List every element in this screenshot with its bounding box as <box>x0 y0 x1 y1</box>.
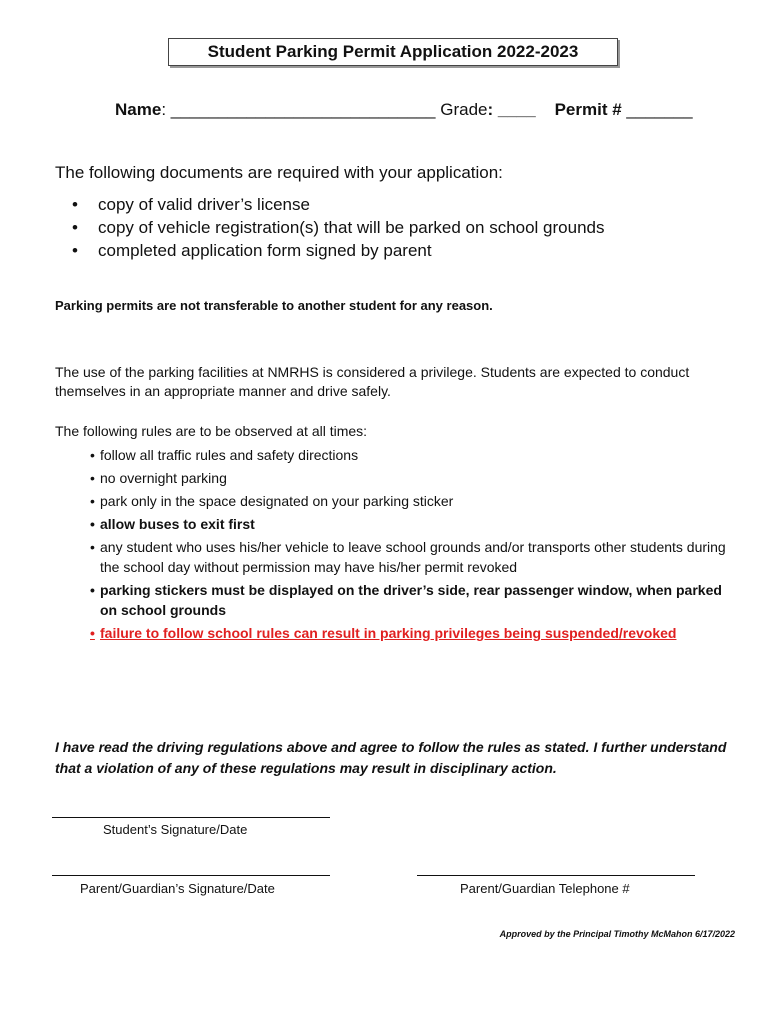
list-item: • copy of valid driver’s license <box>72 195 310 214</box>
agreement-statement: I have read the driving regulations above and agree to follow the rules as stated. I further understand that a violation of any of these regulations may result in disciplinary action. <box>55 739 727 776</box>
parent-telephone-line[interactable] <box>417 875 695 876</box>
list-item: • park only in the space designated on your parking sticker <box>90 493 454 509</box>
parent-signature-line[interactable] <box>52 875 330 876</box>
list-item: • allow buses to exit first <box>90 516 255 532</box>
approval-note: Approved by the Principal Timothy McMahon 6/17/2022 <box>499 929 735 939</box>
student-signature-label: Student’s Signature/Date <box>103 822 248 837</box>
name-label: Name <box>115 100 162 119</box>
grade-field[interactable]: : ____ <box>487 100 536 119</box>
parent-signature-label: Parent/Guardian’s Signature/Date <box>80 881 275 896</box>
rules-list <box>90 445 740 646</box>
list-item: • completed application form signed by parent <box>72 241 432 260</box>
name-field[interactable]: : ____________________________ <box>161 100 436 119</box>
list-item: • parking stickers must be displayed on the driver’s side, rear passenger window, when parked on school grounds <box>90 582 722 618</box>
applicant-fields <box>115 100 725 120</box>
list-item: • copy of vehicle registration(s) that will be parked on school grounds <box>72 218 605 237</box>
requirements-list <box>72 193 605 262</box>
warning-item: • failure to follow school rules can result in parking privileges being suspended/revoked <box>90 625 677 641</box>
privilege-paragraph: The use of the parking facilities at NMRHS is considered a privilege. Students are expected to conduct themselves in an appropriate manner and drive safely. <box>55 364 690 399</box>
rules-intro: The following rules are to be observed at all times: <box>55 423 368 439</box>
grade-label: Grade <box>440 100 488 119</box>
requirements-intro: The following documents are required with your application: <box>55 163 503 182</box>
list-item: • follow all traffic rules and safety directions <box>90 447 359 463</box>
permit-field[interactable]: _______ <box>621 100 693 119</box>
page-title: Student Parking Permit Application 2022-2023 <box>168 38 618 66</box>
list-item: • no overnight parking <box>90 470 227 486</box>
list-item: • any student who uses his/her vehicle to leave school grounds and/or transports other students during the school day without permission may have his/her permit revoked <box>90 539 726 575</box>
parent-telephone-label: Parent/Guardian Telephone # <box>460 881 630 896</box>
student-signature-line[interactable] <box>52 817 330 818</box>
permit-label: Permit # <box>554 100 622 119</box>
transfer-notice: Parking permits are not transferable to another student for any reason. <box>55 298 493 313</box>
